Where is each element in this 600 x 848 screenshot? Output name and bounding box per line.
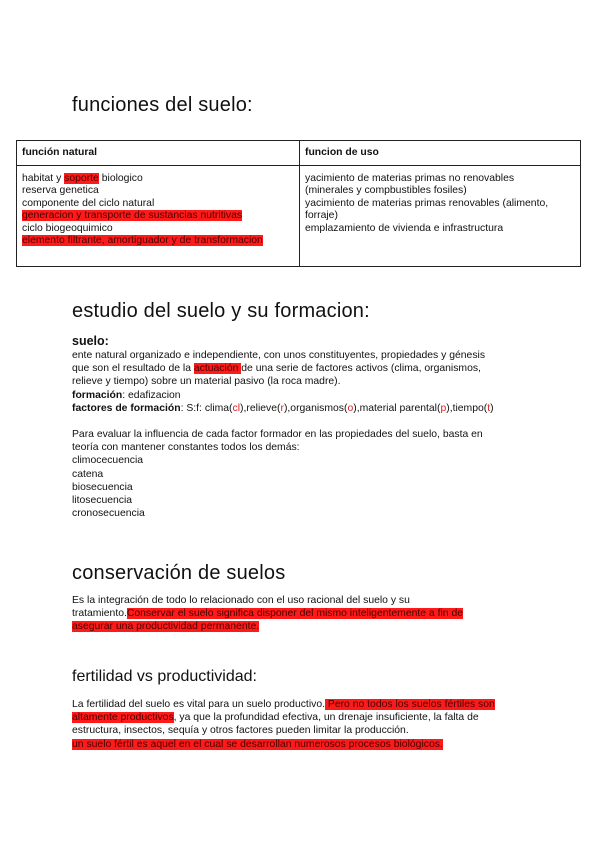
uso-line-2: (minerales y compbustibles fosiles) [305, 185, 467, 197]
section-title-estudio: estudio del suelo y su formacion: [72, 300, 370, 322]
conservacion-content [72, 594, 532, 634]
uso-line-1: yacimiento de materias primas no renovables [305, 173, 515, 184]
uso-line-4: forraje) [305, 210, 338, 222]
section-title-conservacion: conservación de suelos [72, 562, 286, 584]
section-title-fertilidad: fertilidad vs productividad: [72, 668, 257, 685]
estudio-content [72, 334, 532, 520]
natural-line-1: habitat y soporte biologico [22, 173, 143, 184]
table-cell-uso [300, 166, 581, 267]
conservacion-line-2: tratamiento.Conservar el suelo significa disponer del mismo inteligentemente a fin de [72, 608, 464, 620]
evaluar-line-2: teoría con mantener constantes todos los demás: [72, 442, 300, 454]
list-item: biosecuencia [72, 481, 133, 493]
conservacion-line-1: Es la integración de todo lo relacionado con el uso racional del suelo y su [72, 595, 410, 606]
uso-line-5: emplazamiento de vivienda e infrastructura [305, 222, 504, 234]
table-header-uso: funcion de uso [300, 141, 581, 166]
fertilidad-content [72, 698, 532, 751]
fertilidad-line-3: estructura, insectos, sequía y otros factores pueden limitar la producción. [72, 725, 409, 737]
highlight: actuación [193, 363, 242, 375]
list-item: climocecuencia [72, 455, 144, 467]
uso-line-3: yacimiento de materias primas renovables (alimento, [305, 197, 549, 209]
highlight: soporte [64, 173, 99, 184]
highlight: Conservar el suelo significa disponer del mismo inteligentemente a fin de [126, 608, 464, 620]
formacion-line: formación: edafizacion [72, 389, 181, 401]
table-cell-natural [17, 166, 300, 267]
list-item: cronosecuencia [72, 508, 145, 520]
factores-line: factores de formación: S:f: clima(cl),relieve(r),organismos(o),material parental(p),tiempo(t) [72, 402, 494, 414]
highlight: altamente productivos [72, 712, 174, 724]
suelo-def-line-2: que son el resultado de la actuación de una serie de factores activos (clima, organismos, [72, 363, 481, 375]
evaluar-line-1: Para evaluar la influencia de cada factor formador en las propiedades del suelo, basta en [72, 429, 483, 441]
fertilidad-line-2: altamente productivos, ya que la profundidad efectiva, un drenaje insuficiente, la falta de [72, 712, 479, 724]
suelo-def-line-3: relieve y tiempo) sobre un material pasivo (la roca madre). [72, 376, 341, 388]
fertilidad-line-1: La fertilidad del suelo es vital para un suelo productivo. Pero no todos los suelos fértiles son [72, 699, 495, 710]
conservacion-line-3: asegurar una productividad permanente. [72, 621, 260, 633]
natural-line-3: componente del ciclo natural [22, 197, 155, 209]
list-item: litosecuencia [72, 495, 133, 507]
natural-line-5: ciclo biogeoquimico [22, 222, 113, 234]
natural-line-4: generacion y transporte de sustancias nutritivas [22, 210, 243, 222]
fertilidad-line-4: un suelo fértil es aquel en el cual se desarrollan numerosos procesos biológicos. [72, 738, 443, 750]
table-header-natural: función natural [17, 141, 300, 166]
section-title-funciones: funciones del suelo: [72, 94, 253, 116]
functions-table [16, 140, 581, 267]
natural-line-6: elemento filtrante, amortiguador y de transformacion [22, 235, 263, 247]
list-item: catena [72, 468, 104, 480]
natural-line-2: reserva genetica [22, 185, 99, 197]
highlight: Pero no todos los suelos fértiles son [325, 699, 495, 710]
subtitle-suelo: suelo: [72, 334, 109, 348]
suelo-def-line-1: ente natural organizado e independiente, con unos constituyentes, propiedades y génesis [72, 350, 486, 361]
